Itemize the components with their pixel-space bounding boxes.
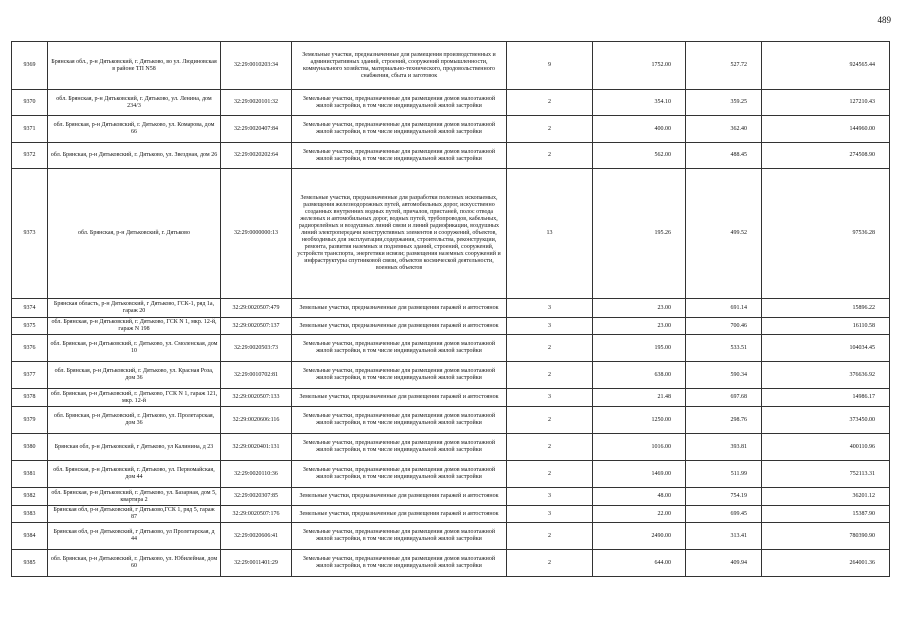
cadastral-number: 32:29:0020401:131 <box>221 434 292 461</box>
land-use-cell: Земельные участки, предназначенные для размещения гаражей и автостоянок <box>292 318 507 335</box>
cadastral-number: 32:29:0020407:84 <box>221 116 292 143</box>
cadastral-value-cell: 127210.43 <box>762 90 890 116</box>
specific-value-cell: 393.81 <box>686 434 762 461</box>
specific-value-cell: 590.34 <box>686 362 762 389</box>
table-row <box>12 461 890 488</box>
area-cell: 1469.00 <box>593 461 686 488</box>
table-row <box>12 169 890 299</box>
address-cell: обл. Брянская, р-н Дятьковский, г. Дятьково, ул. Смоленская, дом 10 <box>48 335 221 362</box>
cadastral-value-table <box>11 41 890 577</box>
specific-value-cell: 499.52 <box>686 169 762 299</box>
cadastral-number: 32:29:0020507:133 <box>221 389 292 407</box>
land-use-cell: Земельные участки, предназначенные для размещения домов малоэтажной жилой застройки, в том числе индивидуальной жилой застройки <box>292 407 507 434</box>
group-cell: 2 <box>507 90 593 116</box>
cadastral-value-cell: 274508.90 <box>762 143 890 169</box>
row-number: 9379 <box>12 407 48 434</box>
address-cell: обл. Брянская, р-н Дятьковский, г. Дятьково, ул. Звездная, дом 26 <box>48 143 221 169</box>
specific-value-cell: 754.19 <box>686 488 762 506</box>
group-cell: 3 <box>507 389 593 407</box>
group-cell: 3 <box>507 488 593 506</box>
table-row <box>12 488 890 506</box>
row-number: 9377 <box>12 362 48 389</box>
row-number: 9373 <box>12 169 48 299</box>
table-row <box>12 506 890 523</box>
group-cell: 3 <box>507 299 593 318</box>
specific-value-cell: 362.40 <box>686 116 762 143</box>
area-cell: 1250.00 <box>593 407 686 434</box>
address-cell: Брянская обл., р-н Дятьковский, г. Дятьково, во ул. Людиновская в районе ТП N58 <box>48 42 221 90</box>
address-cell: обл. Брянская, р-н Дятьковский, г. Дятьково, ул. Ленина, дом 234/3 <box>48 90 221 116</box>
group-cell: 13 <box>507 169 593 299</box>
cadastral-number: 32:29:0020503:73 <box>221 335 292 362</box>
cadastral-number: 32:29:0020606:116 <box>221 407 292 434</box>
area-cell: 1016.00 <box>593 434 686 461</box>
cadastral-number: 32:29:0020507:176 <box>221 506 292 523</box>
specific-value-cell: 527.72 <box>686 42 762 90</box>
cadastral-value-cell: 104034.45 <box>762 335 890 362</box>
address-cell: обл. Брянская, р-н Дятьковский, г. Дятьково, ул. Пролетарская, дом 36 <box>48 407 221 434</box>
cadastral-number: 32:29:0010702:81 <box>221 362 292 389</box>
table-row <box>12 90 890 116</box>
land-use-cell: Земельные участки, предназначенные для размещения производственных и административных зданий, строений, сооружений промышленности, коммунального хозяйства, материально-технического, продовольственного снабжения, сбыта и заготовок <box>292 42 507 90</box>
group-cell: 2 <box>507 362 593 389</box>
cadastral-value-cell: 376636.92 <box>762 362 890 389</box>
table-row <box>12 550 890 577</box>
cadastral-number: 32:29:0020507:137 <box>221 318 292 335</box>
group-cell: 9 <box>507 42 593 90</box>
land-use-cell: Земельные участки, предназначенные для размещения гаражей и автостоянок <box>292 299 507 318</box>
group-cell: 2 <box>507 550 593 577</box>
specific-value-cell: 699.45 <box>686 506 762 523</box>
table-row <box>12 407 890 434</box>
cadastral-value-cell: 264001.36 <box>762 550 890 577</box>
cadastral-number: 32:29:0020307:85 <box>221 488 292 506</box>
land-use-cell: Земельные участки, предназначенные для размещения домов малоэтажной жилой застройки, в том числе индивидуальной жилой застройки <box>292 143 507 169</box>
area-cell: 2490.00 <box>593 523 686 550</box>
land-use-cell: Земельные участки, предназначенные для размещения домов малоэтажной жилой застройки, в том числе индивидуальной жилой застройки <box>292 90 507 116</box>
area-cell: 638.00 <box>593 362 686 389</box>
group-cell: 2 <box>507 407 593 434</box>
table-row <box>12 523 890 550</box>
row-number: 9369 <box>12 42 48 90</box>
address-cell: обл. Брянская, р-н Дятьковский, г. Дятьково, ГСК N 1, мкр. 12-й, гараж N 198 <box>48 318 221 335</box>
address-cell: Брянская обл, р-н Дятьковский, г Дятьково,ГСК 1, ряд 5, гараж 87 <box>48 506 221 523</box>
land-use-cell: Земельные участки, предназначенные для размещения гаражей и автостоянок <box>292 389 507 407</box>
group-cell: 2 <box>507 461 593 488</box>
table-row <box>12 42 890 90</box>
cadastral-value-cell: 36201.12 <box>762 488 890 506</box>
area-cell: 23.00 <box>593 299 686 318</box>
group-cell: 2 <box>507 143 593 169</box>
table-row <box>12 116 890 143</box>
cadastral-value-cell: 16110.58 <box>762 318 890 335</box>
table-row <box>12 335 890 362</box>
area-cell: 22.00 <box>593 506 686 523</box>
table-row <box>12 434 890 461</box>
address-cell: обл. Брянская, р-н Дятьковский, г. Дятьково, ул. Базарная, дом 5, квартира 2 <box>48 488 221 506</box>
area-cell: 562.00 <box>593 143 686 169</box>
specific-value-cell: 409.94 <box>686 550 762 577</box>
row-number: 9384 <box>12 523 48 550</box>
group-cell: 3 <box>507 318 593 335</box>
cadastral-number: 32:29:0000000:13 <box>221 169 292 299</box>
area-cell: 400.00 <box>593 116 686 143</box>
address-cell: обл. Брянская, р-н Дятьковский, г. Дятьково, ГСК N 1, гараж 121, мкр. 12-й <box>48 389 221 407</box>
area-cell: 354.10 <box>593 90 686 116</box>
group-cell: 2 <box>507 116 593 143</box>
group-cell: 2 <box>507 434 593 461</box>
specific-value-cell: 298.76 <box>686 407 762 434</box>
table-row <box>12 299 890 318</box>
area-cell: 1752.00 <box>593 42 686 90</box>
row-number: 9374 <box>12 299 48 318</box>
row-number: 9375 <box>12 318 48 335</box>
specific-value-cell: 691.14 <box>686 299 762 318</box>
specific-value-cell: 488.45 <box>686 143 762 169</box>
table-row <box>12 362 890 389</box>
land-use-cell: Земельные участки, предназначенные для размещения гаражей и автостоянок <box>292 488 507 506</box>
specific-value-cell: 697.68 <box>686 389 762 407</box>
area-cell: 48.00 <box>593 488 686 506</box>
cadastral-number: 32:29:0020110:36 <box>221 461 292 488</box>
cadastral-value-cell: 15387.90 <box>762 506 890 523</box>
land-use-cell: Земельные участки, предназначенные для размещения домов малоэтажной жилой застройки, в том числе индивидуальной жилой застройки <box>292 335 507 362</box>
cadastral-value-cell: 373450.00 <box>762 407 890 434</box>
specific-value-cell: 359.25 <box>686 90 762 116</box>
table-row <box>12 389 890 407</box>
cadastral-number: 32:29:0010203:34 <box>221 42 292 90</box>
specific-value-cell: 313.41 <box>686 523 762 550</box>
cadastral-value-cell: 924565.44 <box>762 42 890 90</box>
cadastral-value-cell: 15896.22 <box>762 299 890 318</box>
land-use-cell: Земельные участки, предназначенные для размещения домов малоэтажной жилой застройки, в том числе индивидуальной жилой застройки <box>292 523 507 550</box>
land-use-cell: Земельные участки, предназначенные для размещения домов малоэтажной жилой застройки, в том числе индивидуальной жилой застройки <box>292 362 507 389</box>
group-cell: 3 <box>507 506 593 523</box>
area-cell: 195.00 <box>593 335 686 362</box>
address-cell: обл. Брянская, р-н Дятьковский, г. Дятьково, ул. Комарова, дом 66 <box>48 116 221 143</box>
address-cell: обл. Брянская, р-н Дятьковский, г. Дятьково, ул. Первомайская, дом 44 <box>48 461 221 488</box>
row-number: 9383 <box>12 506 48 523</box>
group-cell: 2 <box>507 335 593 362</box>
cadastral-number: 32:29:0011401:29 <box>221 550 292 577</box>
group-cell: 2 <box>507 523 593 550</box>
area-cell: 195.26 <box>593 169 686 299</box>
address-cell: обл. Брянская, р-н Дятьковский, г. Дятьково <box>48 169 221 299</box>
page-number: 489 <box>877 15 891 25</box>
address-cell: Брянская обл, р-н Дятьковский, г Дятьково, ул Калинина, д 23 <box>48 434 221 461</box>
land-use-cell: Земельные участки, предназначенные для размещения домов малоэтажной жилой застройки, в том числе индивидуальной жилой застройки <box>292 116 507 143</box>
land-use-cell: Земельные участки, предназначенные для размещения гаражей и автостоянок <box>292 506 507 523</box>
area-cell: 21.48 <box>593 389 686 407</box>
cadastral-number: 32:29:0020202:64 <box>221 143 292 169</box>
cadastral-value-cell: 752113.31 <box>762 461 890 488</box>
cadastral-number: 32:29:0020507:479 <box>221 299 292 318</box>
cadastral-value-cell: 780390.90 <box>762 523 890 550</box>
land-use-cell: Земельные участки, предназначенные для разработки полезных ископаемых, размещения железнодорожных путей, автомобильных дорог, искусственно созданных внутренних водных путей, причалов, пристаней, полос отвода железных и автомобильных дорог, водных путей, трубопроводов, кабельных, радиорелейных и воздушных линий связи и линий радиофикации, воздушных линий электропередачи конструктивных элементов и сооружений, объектов, необходимых для эксплуатации,содержания, строительства, реконструкции, ремонта, развития наземных и подземных зданий, строений, сооружений, устройств транспорта, энергетики исвязи; размещения наземных сооружений и инфраструктуры спутниковой связи, объектов космической деятельности, военных объектов <box>292 169 507 299</box>
land-use-cell: Земельные участки, предназначенные для размещения домов малоэтажной жилой застройки, в том числе индивидуальной жилой застройки <box>292 461 507 488</box>
row-number: 9376 <box>12 335 48 362</box>
row-number: 9372 <box>12 143 48 169</box>
row-number: 9370 <box>12 90 48 116</box>
specific-value-cell: 700.46 <box>686 318 762 335</box>
address-cell: Брянская область, р-н Дятьковский, г Дятьково, ГСК-1, ряд 1а, гараж 20 <box>48 299 221 318</box>
address-cell: обл. Брянская, р-н Дятьковский, г. Дятьково, ул. Красная Роза, дом 36 <box>48 362 221 389</box>
row-number: 9381 <box>12 461 48 488</box>
row-number: 9371 <box>12 116 48 143</box>
table-body <box>12 42 890 577</box>
row-number: 9382 <box>12 488 48 506</box>
table-row <box>12 143 890 169</box>
cadastral-value-cell: 400110.96 <box>762 434 890 461</box>
cadastral-value-cell: 97536.28 <box>762 169 890 299</box>
land-use-cell: Земельные участки, предназначенные для размещения домов малоэтажной жилой застройки, в том числе индивидуальной жилой застройки <box>292 550 507 577</box>
row-number: 9380 <box>12 434 48 461</box>
land-use-cell: Земельные участки, предназначенные для размещения домов малоэтажной жилой застройки, в том числе индивидуальной жилой застройки <box>292 434 507 461</box>
specific-value-cell: 511.99 <box>686 461 762 488</box>
cadastral-value-cell: 144960.00 <box>762 116 890 143</box>
area-cell: 23.00 <box>593 318 686 335</box>
specific-value-cell: 533.51 <box>686 335 762 362</box>
area-cell: 644.00 <box>593 550 686 577</box>
address-cell: обл. Брянская, р-н Дятьковский, г. Дятьково, ул. Юбилейная, дом 60 <box>48 550 221 577</box>
row-number: 9378 <box>12 389 48 407</box>
row-number: 9385 <box>12 550 48 577</box>
table-row <box>12 318 890 335</box>
cadastral-number: 32:29:0020606:41 <box>221 523 292 550</box>
cadastral-value-cell: 14986.17 <box>762 389 890 407</box>
cadastral-number: 32:29:0020101:32 <box>221 90 292 116</box>
address-cell: Брянская обл, р-н Дятьковский, г Дятьково, ул Пролетарская, д 44 <box>48 523 221 550</box>
